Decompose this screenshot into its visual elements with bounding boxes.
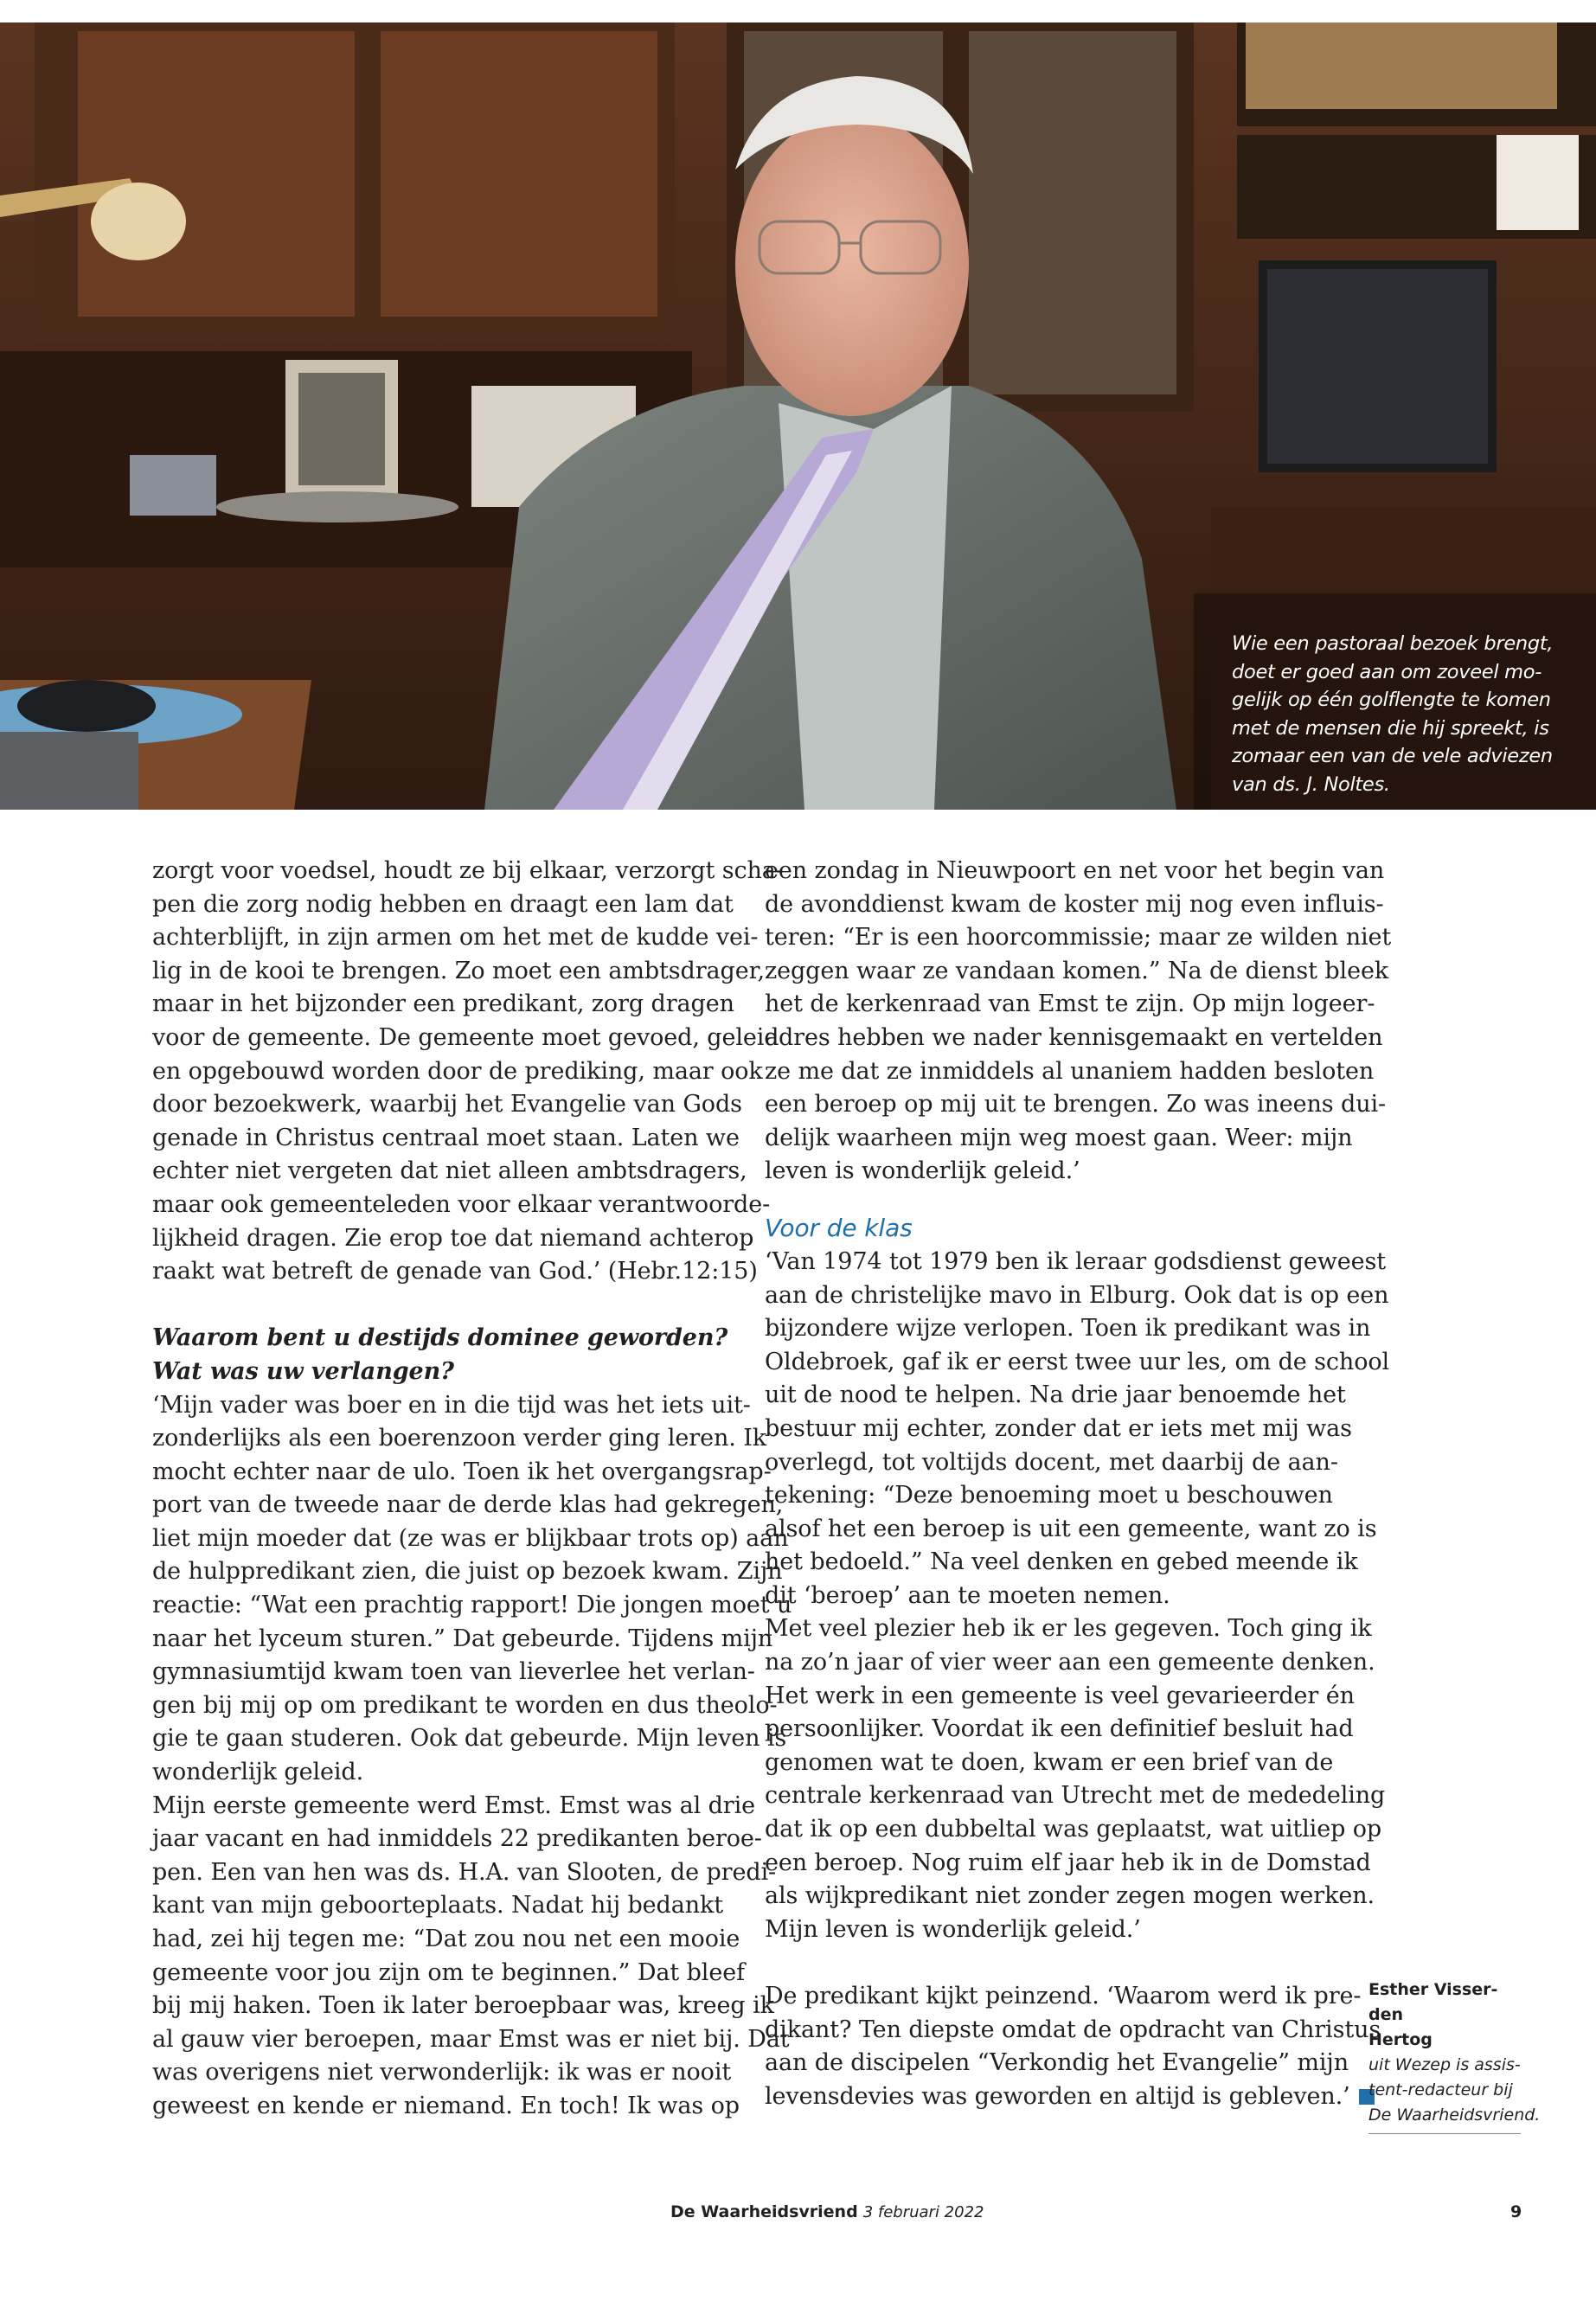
text-line: gymnasiumtijd kwam toen van lieverlee het verlan-	[152, 1658, 755, 1686]
caption-line: gelijk op één golflengte te komen	[1232, 689, 1551, 711]
text-line: was overigens niet verwonderlijk: ik was er nooit	[152, 2059, 732, 2086]
paragraph	[152, 1790, 790, 2124]
text-line: ze me dat ze inmiddels al unaniem hadden besloten	[765, 1057, 1375, 1085]
text-line: pen die zorg nodig hebben en draagt een lam dat	[152, 890, 734, 918]
text-line	[765, 2080, 1350, 2114]
text-line: uit de nood te helpen. Na drie jaar benoemde het	[765, 1381, 1346, 1409]
author-box	[1368, 1977, 1541, 2134]
page-number: 9	[1510, 2202, 1522, 2221]
right-column	[765, 855, 1392, 2113]
paragraph	[152, 855, 784, 1289]
text-line: alsof het een beroep is uit een gemeente, want zo is	[765, 1515, 1377, 1542]
caption-line: Wie een pastoraal bezoek brengt,	[1232, 632, 1554, 655]
paragraph	[765, 1980, 1381, 2113]
text-line: zonderlijks als een boerenzoon verder ging leren. Ik	[152, 1425, 767, 1452]
paragraph	[765, 855, 1392, 1189]
text-line: wonderlijk geleid.	[152, 1759, 364, 1786]
text-line: als wijkpredikant niet zonder zegen mogen werken.	[765, 1882, 1375, 1910]
text-line: zorgt voor voedsel, houdt ze bij elkaar, verzorgt scha-	[152, 857, 784, 884]
paragraph	[152, 1389, 792, 1790]
text-line: jaar vacant en had inmiddels 22 predikanten beroe-	[152, 1825, 762, 1853]
text-line: al gauw vier beroepen, maar Emst was er niet bij. Dat	[152, 2025, 790, 2053]
text-line: ‘Van 1974 tot 1979 ben ik leraar godsdienst geweest	[765, 1247, 1387, 1275]
text-line: achterblijft, in zijn armen om het met de kudde vei-	[152, 924, 759, 952]
text-line: leven is wonderlijk geleid.’	[765, 1157, 1080, 1185]
text-line: een beroep. Nog ruim elf jaar heb ik in de Domstad	[765, 1849, 1371, 1876]
text-line: na zo’n jaar of vier weer aan een gemeente denken.	[765, 1649, 1375, 1676]
interview-question	[152, 1322, 728, 1388]
text-line: gemeente voor jou zijn om te beginnen.” Dat bleef	[152, 1958, 745, 1986]
text-line: voor de gemeente. De gemeente moet gevoed, geleid	[152, 1023, 779, 1051]
text-line: raakt wat betreft de genade van God.’ (Hebr.12:15)	[152, 1258, 758, 1285]
text-line: gen bij mij op om predikant te worden en dus theolo-	[152, 1691, 778, 1719]
text-line: mocht echter naar de ulo. Toen ik het overgangsrap-	[152, 1458, 772, 1485]
text-line: echter niet vergeten dat niet alleen ambtsdragers,	[152, 1157, 747, 1185]
text-line: bestuur mij echter, zonder dat er iets met mij was	[765, 1414, 1352, 1442]
author-name-line: Esther Visser-den	[1368, 1980, 1498, 2024]
text-line: overlegd, tot voltijds docent, met daarbij de aan-	[765, 1448, 1338, 1476]
section-heading: Voor de klas	[765, 1213, 913, 1242]
text-line: teren: “Er is een hoorcommissie; maar ze wilden niet	[765, 924, 1392, 952]
text-line: geweest en kende er niemand. En toch! Ik was op	[152, 2092, 740, 2119]
caption-line: doet er goed aan om zoveel mo-	[1232, 660, 1542, 683]
text-line: pen. Een van hen was ds. H.A. van Slooten, de predi-	[152, 1858, 777, 1886]
text-line: de hulppredikant zien, die juist op bezoek kwam. Zijn	[152, 1558, 783, 1586]
text-line: gie te gaan studeren. Ook dat gebeurde. Mijn leven is	[152, 1725, 787, 1753]
text-line: aan de discipelen “Verkondig het Evangelie” mijn	[765, 2049, 1349, 2077]
text-line: Wat was uw verlangen?	[152, 1357, 454, 1385]
caption-line: zomaar een van de vele adviezen	[1232, 745, 1553, 767]
text-line: maar ook gemeenteleden voor elkaar verantwoorde-	[152, 1190, 771, 1218]
author-divider	[1368, 2133, 1521, 2134]
text-line: liet mijn moeder dat (ze was er blijkbaar trots op) aan	[152, 1524, 789, 1552]
footer-publication	[670, 2202, 984, 2221]
text-line: bij mij haken. Toen ik later beroepbaar was, kreeg ik	[152, 1992, 774, 2020]
text-line: genomen wat te doen, kwam er een brief van de	[765, 1748, 1334, 1776]
text-line: door bezoekwerk, waarbij het Evangelie van Gods	[152, 1091, 742, 1118]
author-bio-line: uit Wezep is assis-	[1368, 2055, 1521, 2074]
text-line-content: levensdevies was geworden en altijd is gebleven.’	[765, 2082, 1350, 2110]
text-line: een beroep op mij uit te brengen. Zo was ineens dui-	[765, 1091, 1387, 1118]
text-line: Waarom bent u destijds dominee geworden?	[152, 1324, 728, 1352]
text-line: de avonddienst kwam de koster mij nog even influis-	[765, 890, 1384, 918]
text-line: Oldebroek, gaf ik er eerst twee uur les, om de school	[765, 1348, 1390, 1375]
text-line: maar in het bijzonder een predikant, zorg dragen	[152, 990, 734, 1018]
paragraph	[765, 1612, 1386, 1946]
text-line: genade in Christus centraal moet staan. Laten we	[152, 1124, 740, 1151]
text-line: reactie: “Wat een prachtig rapport! Die jongen moet u	[152, 1592, 792, 1619]
text-line: delijk waarheen mijn weg moest gaan. Weer: mijn	[765, 1124, 1353, 1151]
text-line: het de kerkenraad van Emst te zijn. Op mijn logeer-	[765, 990, 1375, 1018]
text-line: bijzondere wijze verlopen. Toen ik predikant was in	[765, 1315, 1371, 1343]
text-line: adres hebben we nader kennisgemaakt en vertelden	[765, 1023, 1383, 1051]
left-column	[152, 855, 792, 2124]
text-line: het bedoeld.” Na veel denken en gebed meende ik	[765, 1548, 1358, 1576]
text-line: een zondag in Nieuwpoort en net voor het begin van	[765, 857, 1385, 884]
text-line: dit ‘beroep’ aan te moeten nemen.	[765, 1581, 1170, 1609]
text-line: aan de christelijke mavo in Elburg. Ook dat is op een	[765, 1281, 1389, 1309]
text-line: Met veel plezier heb ik er les gegeven. Toch ging ik	[765, 1615, 1372, 1643]
text-line: port van de tweede naar de derde klas had gekregen,	[152, 1491, 784, 1519]
text-line: dikant? Ten diepste omdat de opdracht van Christus	[765, 2016, 1381, 2043]
author-bio-line: tent-redacteur bij	[1368, 2080, 1513, 2099]
author-bio-line: De Waarheidsvriend.	[1368, 2106, 1541, 2125]
text-line: Mijn eerste gemeente werd Emst. Emst was al drie	[152, 1791, 755, 1819]
publication-name: De Waarheidsvriend	[670, 2202, 858, 2221]
text-line: lijkheid dragen. Zie erop toe dat niemand achterop	[152, 1224, 754, 1252]
photo-caption	[1232, 630, 1578, 798]
caption-line: van ds. J. Noltes.	[1232, 772, 1390, 796]
text-line: had, zei hij tegen me: “Dat zou nou net een mooie	[152, 1926, 740, 1952]
text-line: persoonlijker. Voordat ik een definitief besluit had	[765, 1715, 1354, 1743]
text-line: en opgebouwd worden door de prediking, maar ook	[152, 1057, 763, 1085]
text-line: tekening: “Deze benoeming moet u beschouwen	[765, 1482, 1333, 1509]
text-line: naar het lyceum sturen.” Dat gebeurde. Tijdens mijn	[152, 1625, 773, 1652]
text-line: De predikant kijkt peinzend. ‘Waarom werd ik pre-	[765, 1983, 1362, 2009]
text-line: zeggen waar ze vandaan komen.” Na de dienst bleek	[765, 957, 1389, 984]
text-line: ‘Mijn vader was boer en in die tijd was het iets uit-	[152, 1391, 751, 1419]
text-line: lig in de kooi te brengen. Zo moet een ambtsdrager,	[152, 957, 765, 984]
text-line: dat ik op een dubbeltal was geplaatst, wat uitliep op	[765, 1816, 1382, 1843]
caption-line: met de mensen die hij spreekt, is	[1232, 716, 1549, 740]
text-line: Mijn leven is wonderlijk geleid.’	[765, 1915, 1141, 1943]
text-line: Het werk in een gemeente is veel gevarieerder én	[765, 1682, 1355, 1709]
portrait-photo	[0, 22, 1596, 810]
text-line: kant van mijn geboorteplaats. Nadat hij bedankt	[152, 1892, 724, 1920]
paragraph	[765, 1246, 1390, 1613]
publication-date: 3 februari 2022	[862, 2203, 984, 2221]
author-name-line: Hertog	[1368, 2030, 1433, 2049]
text-line: centrale kerkenraad van Utrecht met de mededeling	[765, 1782, 1386, 1810]
